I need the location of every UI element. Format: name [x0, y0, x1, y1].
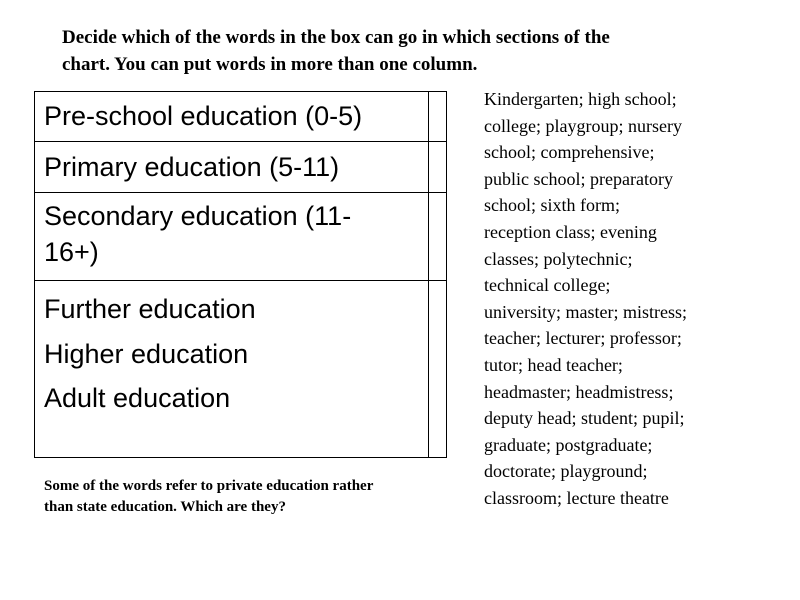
- chart-row-label-higher: Higher education: [44, 338, 249, 369]
- chart-row-primary: [35, 142, 447, 193]
- chart-row-label: Pre-school education (0-5): [35, 92, 429, 142]
- word-box: [484, 86, 739, 512]
- education-chart: [34, 91, 447, 458]
- word-box-line: public school; preparatory: [484, 168, 673, 189]
- chart-row-secondary: [35, 193, 447, 281]
- word-box-line: college; playgroup; nursery: [484, 115, 682, 136]
- chart-row-pre-school: [35, 92, 447, 142]
- word-box-line: headmaster; headmistress;: [484, 381, 674, 402]
- private-education-question: [44, 476, 454, 518]
- question-line-1: Some of the words refer to private education rather: [44, 478, 374, 494]
- chart-answer-cell[interactable]: [429, 142, 447, 193]
- word-box-line: school; sixth form;: [484, 195, 620, 216]
- word-box-line: doctorate; playground;: [484, 461, 648, 482]
- chart-row-label: Primary education (5-11): [35, 142, 429, 193]
- chart-row-label-adult: Adult education: [44, 383, 231, 413]
- question-line-2: than state education. Which are they?: [44, 499, 286, 515]
- word-box-line: graduate; postgraduate;: [484, 434, 653, 455]
- chart-answer-cell[interactable]: [429, 92, 447, 142]
- chart-row-label-further: Further education: [44, 294, 256, 324]
- instructions-line-1: Decide which of the words in the box can go in which sections of the: [62, 27, 610, 48]
- chart-row-label: [35, 281, 429, 458]
- word-box-line: classes; polytechnic;: [484, 248, 633, 269]
- word-box-line: Kindergarten; high school;: [484, 89, 677, 109]
- word-box-line: university; master; mistress;: [484, 301, 687, 322]
- word-box-line: school; comprehensive;: [484, 142, 655, 163]
- instructions-heading: [62, 24, 742, 78]
- chart-row-label-line-2: 16+): [44, 237, 99, 267]
- chart-answer-cell[interactable]: [429, 193, 447, 281]
- chart-row-label: [35, 193, 429, 281]
- word-box-line: classroom; lecture theatre: [484, 487, 669, 508]
- instructions-line-2: chart. You can put words in more than one column.: [62, 54, 478, 75]
- word-box-line: deputy head; student; pupil;: [484, 408, 685, 429]
- word-box-line: reception class; evening: [484, 221, 657, 242]
- chart-row-label-line-1: Secondary education (11-: [44, 201, 352, 231]
- chart-answer-cell[interactable]: [429, 281, 447, 458]
- chart-row-post-school: [35, 281, 447, 458]
- word-box-line: technical college;: [484, 275, 611, 296]
- word-box-line: tutor; head teacher;: [484, 354, 623, 375]
- word-box-line: teacher; lecturer; professor;: [484, 328, 682, 349]
